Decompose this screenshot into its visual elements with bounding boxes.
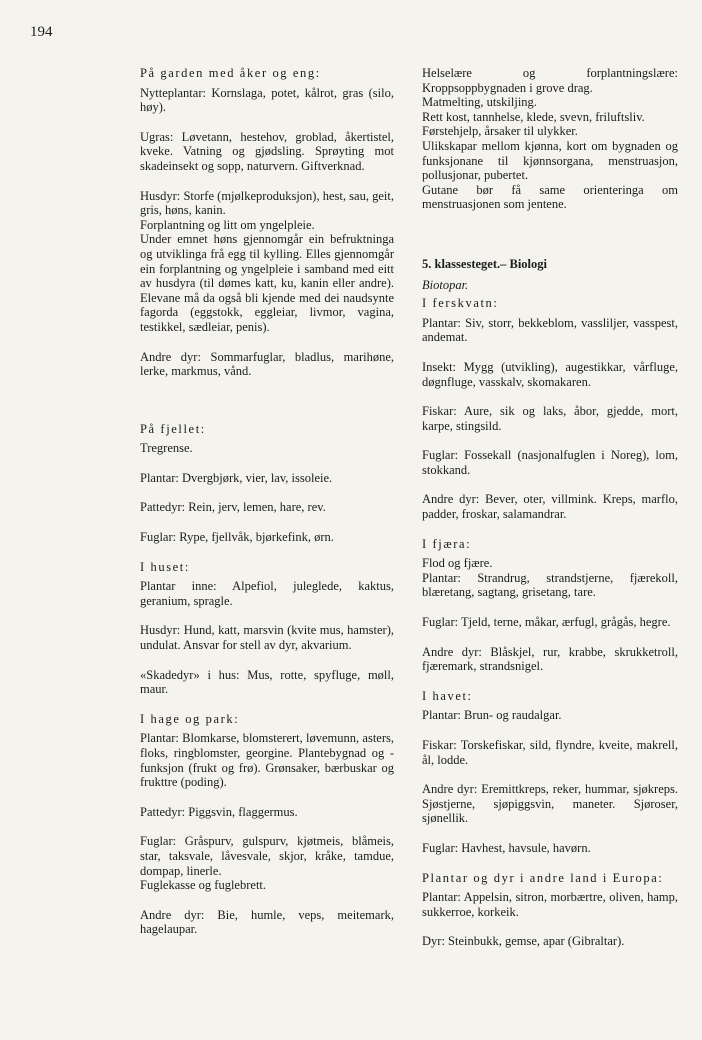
section-heading-farm: På garden med åker og eng: xyxy=(140,66,321,80)
paragraph xyxy=(422,492,678,521)
paragraph-text: Ulikskapar mellom kjønna, kort om bygnaden og funksjonane til kjønnsorgana, menstruasjon, pollusjonar, pubertet. xyxy=(422,138,678,183)
paragraph-text: Fuglar: Havhest, havsule, havørn. xyxy=(422,840,591,855)
spacer xyxy=(140,394,394,422)
paragraph-text: Rett kost, tannhelse, klede, svevn, friluftsliv. xyxy=(422,109,645,124)
paragraph xyxy=(422,66,678,212)
paragraph xyxy=(140,350,394,379)
paragraph xyxy=(140,130,394,174)
paragraph-text: Fuglar: Fossekall (nasjonalfuglen i Noreg), lom, stokkand. xyxy=(422,448,678,477)
paragraph-text: «Skadedyr» i hus: Mus, rotte, spyfluge, møll, maur. xyxy=(140,667,394,697)
paragraph-text: Pattedyr: Piggsvin, flaggermus. xyxy=(140,804,298,819)
paragraph xyxy=(140,834,394,892)
paragraph xyxy=(422,890,678,919)
paragraph-text: Dyr: Steinbukk, gemse, apar (Gibraltar). xyxy=(422,934,625,949)
section-heading-mountain: På fjellet: xyxy=(140,421,206,436)
paragraph xyxy=(422,556,678,600)
paragraph-text: Fuglar: Gråspurv, gulspurv, kjøtmeis, blåmeis, star, taksvale, låvesvale, skjor, kråke, tamdue, dompap, linerle. xyxy=(140,834,394,878)
section-heading-shore: I fjæra: xyxy=(422,536,472,551)
paragraph-text: Fuglar: Rype, fjellvåk, bjørkefink, ørn. xyxy=(140,530,334,545)
paragraph xyxy=(422,360,678,389)
paragraph-text: Førstehjelp, årsaker til ulykker. xyxy=(422,124,578,139)
paragraph-text: Husdyr: Storfe (mjølkeproduksjon), hest, sau, geit, gris, høns, kanin. xyxy=(140,188,394,218)
left-column xyxy=(140,66,394,952)
paragraph xyxy=(422,404,678,433)
paragraph-text: Plantar inne: Alpefiol, juleglede, kaktus, geranium, spragle. xyxy=(140,579,394,608)
paragraph-text: Husdyr: Hund, katt, marsvin (kvite mus, hamster), undulat. Ansvar for stell av dyr, akvarium. xyxy=(140,623,394,653)
paragraph-text: Plantar: Blomkarse, blomsterert, løvemunn, asters, floks, ringblomster, georgine. Plantebygnad og -funksjon (frukt og frø). Grønsaker, bærbuskar og frukttre (poding). xyxy=(140,731,394,790)
paragraph xyxy=(140,805,394,820)
paragraph xyxy=(140,530,394,545)
paragraph-text: Plantar: Strandrug, strandstjerne, fjærekoll, blæretang, sagtang, grisetang, tare. xyxy=(422,570,678,600)
section-heading-garden: I hage og park: xyxy=(140,711,240,726)
paragraph xyxy=(422,738,678,767)
paragraph-text: Under emnet høns gjennomgår ein befruktninga og utviklinga frå egg til kylling. Elles gjennomgår ein forplantning og yngelpleie i samband med eitt av husdyra (til dømes katt, ku, kanin eller andre). Elevane må da også bli kjende med dei naudsynte fagorda (eggstokk, eggleiar, livmor, vagina, testikkel, sædleiar, penis). xyxy=(140,232,394,334)
paragraph-text: Ugras: Løvetann, hestehov, groblad, åkertistel, kveke. Vatning og gjødsling. Sprøyting mot skadeinsekt og sopp, naturvern. Giftverknad. xyxy=(140,129,394,173)
grade-heading: 5. klassesteget.– Biologi xyxy=(422,256,547,271)
paragraph xyxy=(140,623,394,652)
paragraph xyxy=(140,668,394,697)
paragraph xyxy=(140,500,394,515)
paragraph-text: Gutane bør få same orienteringa om menstruasjonen som jentene. xyxy=(422,182,678,212)
paragraph-text: Andre dyr: Bie, humle, veps, meitemark, hagelaupar. xyxy=(140,907,394,937)
paragraph xyxy=(140,189,394,335)
paragraph xyxy=(140,908,394,937)
paragraph xyxy=(422,615,678,630)
paragraph xyxy=(422,448,678,477)
paragraph-text: Andre dyr: Bever, oter, villmink. Kreps, marflo, padder, froskar, salamandrar. xyxy=(422,492,678,522)
paragraph xyxy=(140,731,394,789)
paragraph-text: Matmelting, utskiljing. xyxy=(422,95,537,110)
paragraph-text: Plantar: Dvergbjørk, vier, lav, issoleie. xyxy=(140,470,333,485)
paragraph-text: Tregrense. xyxy=(140,441,193,456)
right-column xyxy=(422,66,678,964)
paragraph-text: Fiskar: Torskefiskar, sild, flyndre, kveite, makrell, ål, lodde. xyxy=(422,738,678,767)
paragraph-text: Helselære og forplantningslære: Kroppsoppbygnaden i grove drag. xyxy=(422,66,678,95)
paragraph xyxy=(422,934,678,949)
paragraph xyxy=(422,645,678,674)
paragraph xyxy=(422,841,678,856)
paragraph-text: Insekt: Mygg (utvikling), augestikkar, vårfluge, døgnfluge, vasskalv, skomakaren. xyxy=(422,359,678,389)
paragraph xyxy=(140,86,394,115)
paragraph-text: Fiskar: Aure, sik og laks, åbor, gjedde, mort, karpe, stingsild. xyxy=(422,404,678,433)
paragraph-text: Flod og fjære. xyxy=(422,556,493,571)
paragraph-text: Fuglekasse og fuglebrett. xyxy=(140,878,267,893)
section-heading-europe: Plantar og dyr i andre land i Europa: xyxy=(422,870,664,885)
paragraph-text: Plantar: Siv, storr, bekkeblom, vassliljer, vasspest, andemat. xyxy=(422,315,678,345)
paragraph-text: Forplantning og litt om yngelpleie. xyxy=(140,217,315,232)
spacer xyxy=(422,227,678,257)
paragraph-text: Pattedyr: Rein, jerv, lemen, hare, rev. xyxy=(140,500,326,515)
paragraph-text: Andre dyr: Sommarfuglar, bladlus, marihøne, lerke, markmus, vånd. xyxy=(140,349,394,379)
paragraph xyxy=(422,708,678,723)
paragraph xyxy=(422,316,678,345)
section-heading-freshwater: I ferskvatn: xyxy=(422,296,499,311)
section-heading-house: I huset: xyxy=(140,559,190,574)
paragraph-text: Fuglar: Tjeld, terne, måkar, ærfugl, grågås, hegre. xyxy=(422,615,671,630)
paragraph-text: Plantar: Appelsin, sitron, morbærtre, oliven, hamp, sukkerroe, korkeik. xyxy=(422,890,678,919)
paragraph xyxy=(140,579,394,608)
paragraph-text: Plantar: Brun- og raudalgar. xyxy=(422,708,562,723)
section-farm-heading-block xyxy=(140,66,394,81)
paragraph-text: Nytteplantar: Kornslaga, potet, kålrot, gras (silo, høy). xyxy=(140,85,394,115)
paragraph xyxy=(140,471,394,486)
paragraph xyxy=(422,782,678,826)
section-heading-sea: I havet: xyxy=(422,688,473,703)
page-number: 194 xyxy=(30,24,53,40)
subheading-biotopes: Biotopar. xyxy=(422,277,469,292)
paragraph-text: Andre dyr: Blåskjel, rur, krabbe, skrukketroll, fjæremark, strandsnigel. xyxy=(422,644,678,674)
paragraph xyxy=(140,441,394,456)
paragraph-text: Andre dyr: Eremittkreps, reker, hummar, sjøkreps. Sjøstjerne, sjøpiggsvin, maneter. Sjøroser, sjønellik. xyxy=(422,782,678,826)
